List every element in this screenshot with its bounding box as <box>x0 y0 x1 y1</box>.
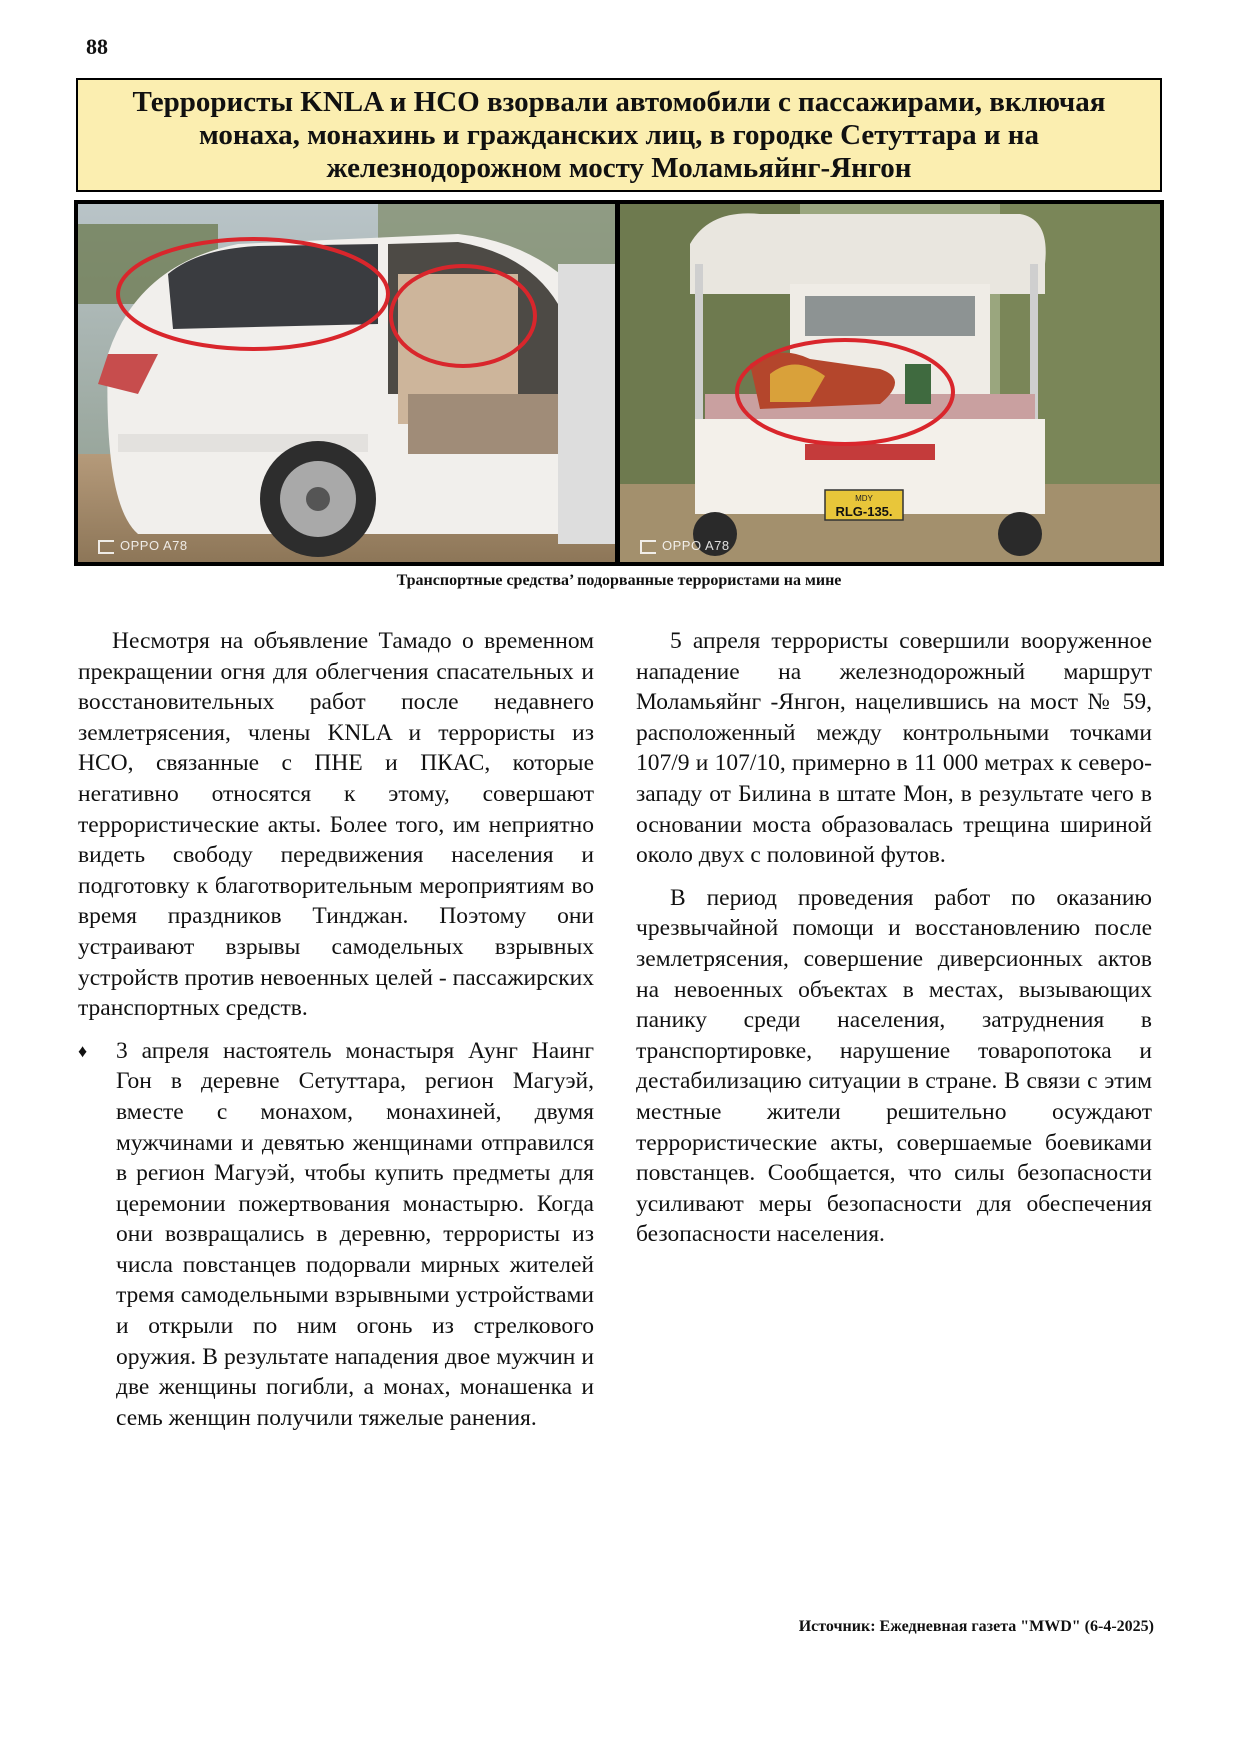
intro-paragraph: Несмотря на объявление Тамадо о временном прекращении огня для облегчения спасательных и восстановительных работ после недавнего землетрясения, члены KNLA и террористы из НСО, связанные с ПНЕ и ПКАС, которые негативно относятся к этому, совершают террористические акты. Более того, им неприятно видеть свободу передвижения населения и подготовку к благотворительным мероприятиям во время праздников Тинджан. Поэтому они устраивают взрывы самодельных взрывных устройств против невоенных целей - пассажирских транспортных средств. <box>78 628 594 1022</box>
camera-logo-icon <box>640 540 656 554</box>
left-column <box>78 626 594 1433</box>
page-number: 88 <box>86 34 108 59</box>
plate-region: MDY <box>855 494 873 503</box>
damaged-car-photo <box>78 204 615 562</box>
photo-caption: Транспортные средства’ подорванные террористами на мине <box>396 572 842 589</box>
bullet-paragraph: 3 апреля настоятель монастыря Аунг Наинг Гон в деревне Сетуттара, регион Магуэй, вместе с монахом, монахиней, двумя мужчинами и девятью женщинами отправился в регион Магуэй, чтобы купить предметы для церемонии пожертвования монастырю. Когда они возвращались в деревню, террористы из числа повстанцев подорвали мирных жителей тремя самодельными взрывными устройствами и открыли по ним огонь из стрелкового оружия. В результате нападения двое мужчин и две женщины погибли, а монах, монашенка и семь женщин получили тяжелые ранения. <box>116 1037 594 1431</box>
headline-box <box>76 78 1162 192</box>
plate-number: RLG-135. <box>835 504 893 519</box>
photo-strip <box>74 200 1164 566</box>
source-credit: Источник: Ежедневная газета "MWD" (6-4-2025) <box>798 1618 1154 1635</box>
bullet-item <box>78 1036 594 1434</box>
condemnation-paragraph: В период проведения работ по оказанию чрезвычайной помощи и восстановлению после землетрясения, совершение диверсионных актов на невоенных объектах в местах, вызывающих панику среди населения, затруднения в транспортировке, нарушение товаропотока и дестабилизацию ситуации в стране. В связи с этим местные жители решительно осуждают террористические акты, совершаемые боевиками повстанцев. Сообщается, что силы безопасности усиливают меры безопасности для обеспечения безопасности населения. <box>636 884 1152 1248</box>
camera-watermark: OPPO A78 <box>640 538 730 554</box>
headline: Террористы KNLA и НСО взорвали автомобили с пассажирами, включая монаха, монахинь и гражданских лиц, в городке Сетуттара и на железнодорожном мосту Моламьяйнг-Янгон <box>132 85 1106 184</box>
right-column <box>636 626 1152 1262</box>
camera-watermark: OPPO A78 <box>98 538 188 554</box>
diamond-bullet-icon: ♦ <box>78 1040 88 1061</box>
camera-logo-icon <box>98 540 114 554</box>
pickup-truck-photo <box>620 204 1160 562</box>
bridge-attack-paragraph: 5 апреля террористы совершили вооруженное нападение на железнодорожный маршрут Моламьяйнг -Янгон, нацелившись на мост № 59, расположенный между контрольными точками 107/9 и 107/10, примерно в 11 000 метрах к северо-западу от Билина в штате Мон, в результате чего в основании моста образовалась трещина шириной около двух с половиной футов. <box>636 628 1152 869</box>
